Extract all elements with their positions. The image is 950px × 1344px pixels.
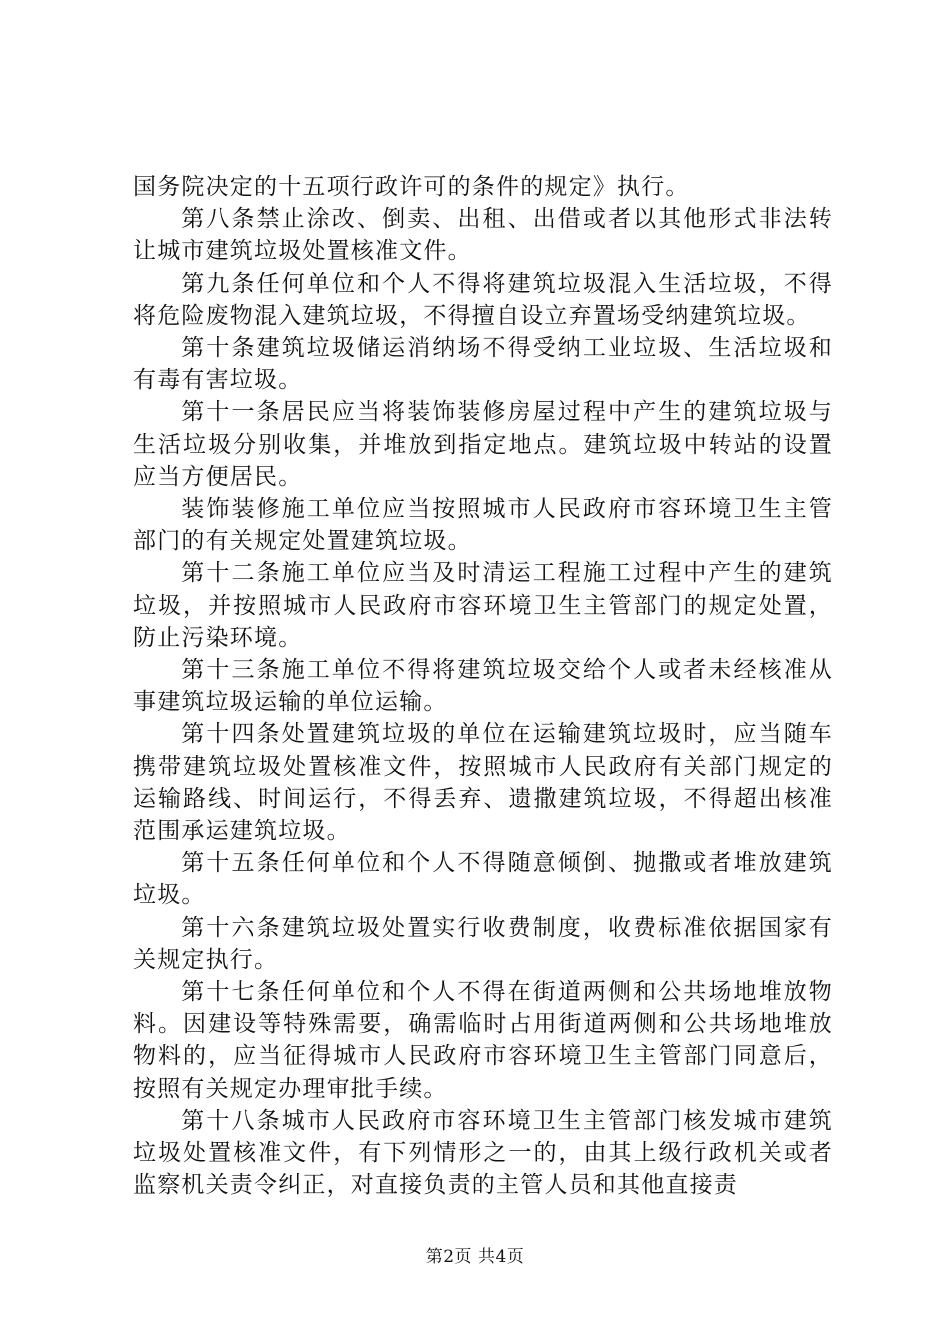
paragraph: 装饰装修施工单位应当按照城市人民政府市容环境卫生主管部门的有关规定处置建筑垃圾。	[133, 496, 833, 555]
paragraph: 第十七条任何单位和个人不得在街道两侧和公共场地堆放物料。因建设等特殊需要，确需临时占用街道两侧和公共场地堆放物料的，应当征得城市人民政府市容环境卫生主管部门同意后，按照有关规定办理审批手续。	[133, 979, 833, 1102]
paragraph: 国务院决定的十五项行政许可的条件的规定》执行。	[133, 174, 690, 200]
paragraph: 第十八条城市人民政府市容环境卫生主管部门核发城市建筑垃圾处置核准文件，有下列情形之一的，由其上级行政机关或者监察机关责令纠正，对直接负责的主管人员和其他直接责	[133, 1107, 833, 1199]
document-body	[133, 171, 833, 1202]
page-number-footer: 第2页 共4页	[425, 1247, 525, 1267]
paragraph: 第十条建筑垃圾储运消纳场不得受纳工业垃圾、生活垃圾和有毒有害垃圾。	[133, 335, 833, 394]
paragraph: 第八条禁止涂改、倒卖、出租、出借或者以其他形式非法转让城市建筑垃圾处置核准文件。	[133, 206, 833, 265]
paragraph: 第十二条施工单位应当及时清运工程施工过程中产生的建筑垃圾，并按照城市人民政府市容环境卫生主管部门的规定处置，防止污染环境。	[133, 560, 833, 651]
paragraph: 第十五条任何单位和个人不得随意倾倒、抛撒或者堆放建筑垃圾。	[133, 850, 833, 909]
paragraph: 第十三条施工单位不得将建筑垃圾交给个人或者未经核准从事建筑垃圾运输的单位运输。	[133, 657, 833, 716]
paragraph: 第十一条居民应当将装饰装修房屋过程中产生的建筑垃圾与生活垃圾分别收集，并堆放到指定地点。建筑垃圾中转站的设置应当方便居民。	[133, 399, 833, 490]
paragraph: 第十四条处置建筑垃圾的单位在运输建筑垃圾时，应当随车携带建筑垃圾处置核准文件，按照城市人民政府有关部门规定的运输路线、时间运行，不得丢弃、遗撒建筑垃圾，不得超出核准范围承运建筑垃圾。	[133, 721, 833, 845]
paragraph: 第十六条建筑垃圾处置实行收费制度，收费标准依据国家有关规定执行。	[133, 914, 833, 973]
paragraph: 第九条任何单位和个人不得将建筑垃圾混入生活垃圾，不得将危险废物混入建筑垃圾，不得擅自设立弃置场受纳建筑垃圾。	[133, 270, 833, 329]
